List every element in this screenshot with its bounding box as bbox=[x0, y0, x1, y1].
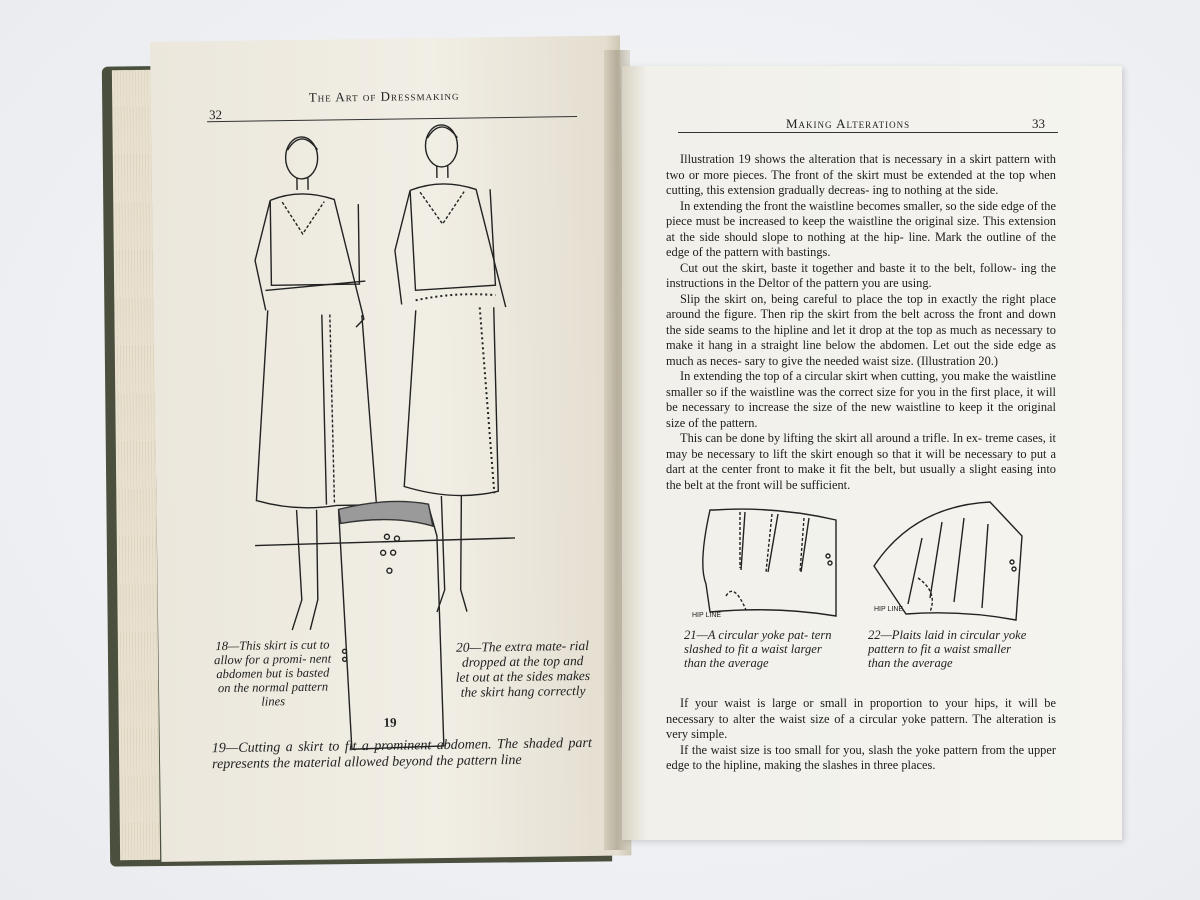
fig18-caption: 18—This skirt is cut to allow for a promi- nent abdomen but is basted on the normal pattern lines bbox=[213, 637, 332, 709]
paragraph: In extending the top of a circular skirt when cutting, you make the waistline smaller so if the waistline was the correct size for you in the first place, it will be necessary to increase the size of the new waistline to keep it the original size of the pattern. bbox=[666, 369, 1056, 430]
fig19-caption: 19—Cutting a skirt to fit a prominent abdomen. The shaded part represents the material allowed beyond the pattern line bbox=[211, 735, 592, 773]
right-body-text bbox=[666, 152, 1056, 493]
paragraph: Slip the skirt on, being careful to place the top in exactly the right place around the figure. Then rip the skirt from the belt across the front and down the side seams to the hipline and let it drop at the top as much as necessary to make it hang in a straight line below the abdomen. Let out the side edge as much as neces- sary to give the needed waist size. (Illustration 20.) bbox=[666, 291, 1056, 368]
fig20-caption: 20—The extra mate- rial dropped at the top and let out at the sides makes the skirt hang correctly bbox=[455, 637, 591, 700]
paragraph: If your waist is large or small in proportion to your hips, it will be necessary to alter the waist size of a circular yoke pattern. The alteration is very simple. bbox=[666, 696, 1056, 741]
right-head-rule bbox=[678, 132, 1058, 133]
right-page bbox=[622, 66, 1122, 840]
hip-line-label-21: HIP LINE bbox=[692, 612, 722, 619]
right-running-head: Making Alterations bbox=[786, 116, 911, 131]
fig19-number: 19 bbox=[383, 714, 397, 730]
paragraph: If the waist size is too small for you, slash the yoke pattern from the upper edge to the hipline, making the slashes in three places. bbox=[666, 742, 1056, 772]
paragraph: Illustration 19 shows the alteration that is necessary in a skirt pattern with two or more pieces. The front of the skirt must be extended at the top when cutting, this extension gradually decreas- ing to nothing at the side. bbox=[666, 152, 1056, 197]
paragraph: This can be done by lifting the skirt all around a trifle. In ex- treme cases, it may be necessary to lift the skirt enough so that it will be necessary to put a dart at the center front to make it fit the belt, but usually a slight easing into the belt at the front will be sufficient. bbox=[666, 431, 1056, 492]
right-page-number: 33 bbox=[1032, 116, 1045, 131]
fig22-caption: 22—Plaits laid in circular yoke pattern to fit a waist smaller than the average bbox=[868, 628, 1027, 670]
right-body-text-bottom bbox=[666, 696, 1056, 774]
fig21-caption: 21—A circular yoke pat- tern slashed to fit a waist larger than the average bbox=[684, 628, 832, 670]
left-page-number: 32 bbox=[208, 107, 223, 123]
left-page bbox=[150, 35, 631, 861]
paragraph: Cut out the skirt, baste it together and baste it to the belt, follow- ing the instructions in the Deltor of the pattern you are using. bbox=[666, 260, 1056, 290]
paragraph: In extending the front the waistline becomes smaller, so the side edge of the piece must be increased to keep the waistline the original size. This extension at the side should slope to nothing at the hip- line. Mark the outline of the edge of the pattern with bastings. bbox=[666, 198, 1056, 259]
hip-line-label-22: HIP LINE bbox=[874, 606, 904, 613]
left-running-head: The Art of Dressmaking bbox=[308, 87, 460, 105]
